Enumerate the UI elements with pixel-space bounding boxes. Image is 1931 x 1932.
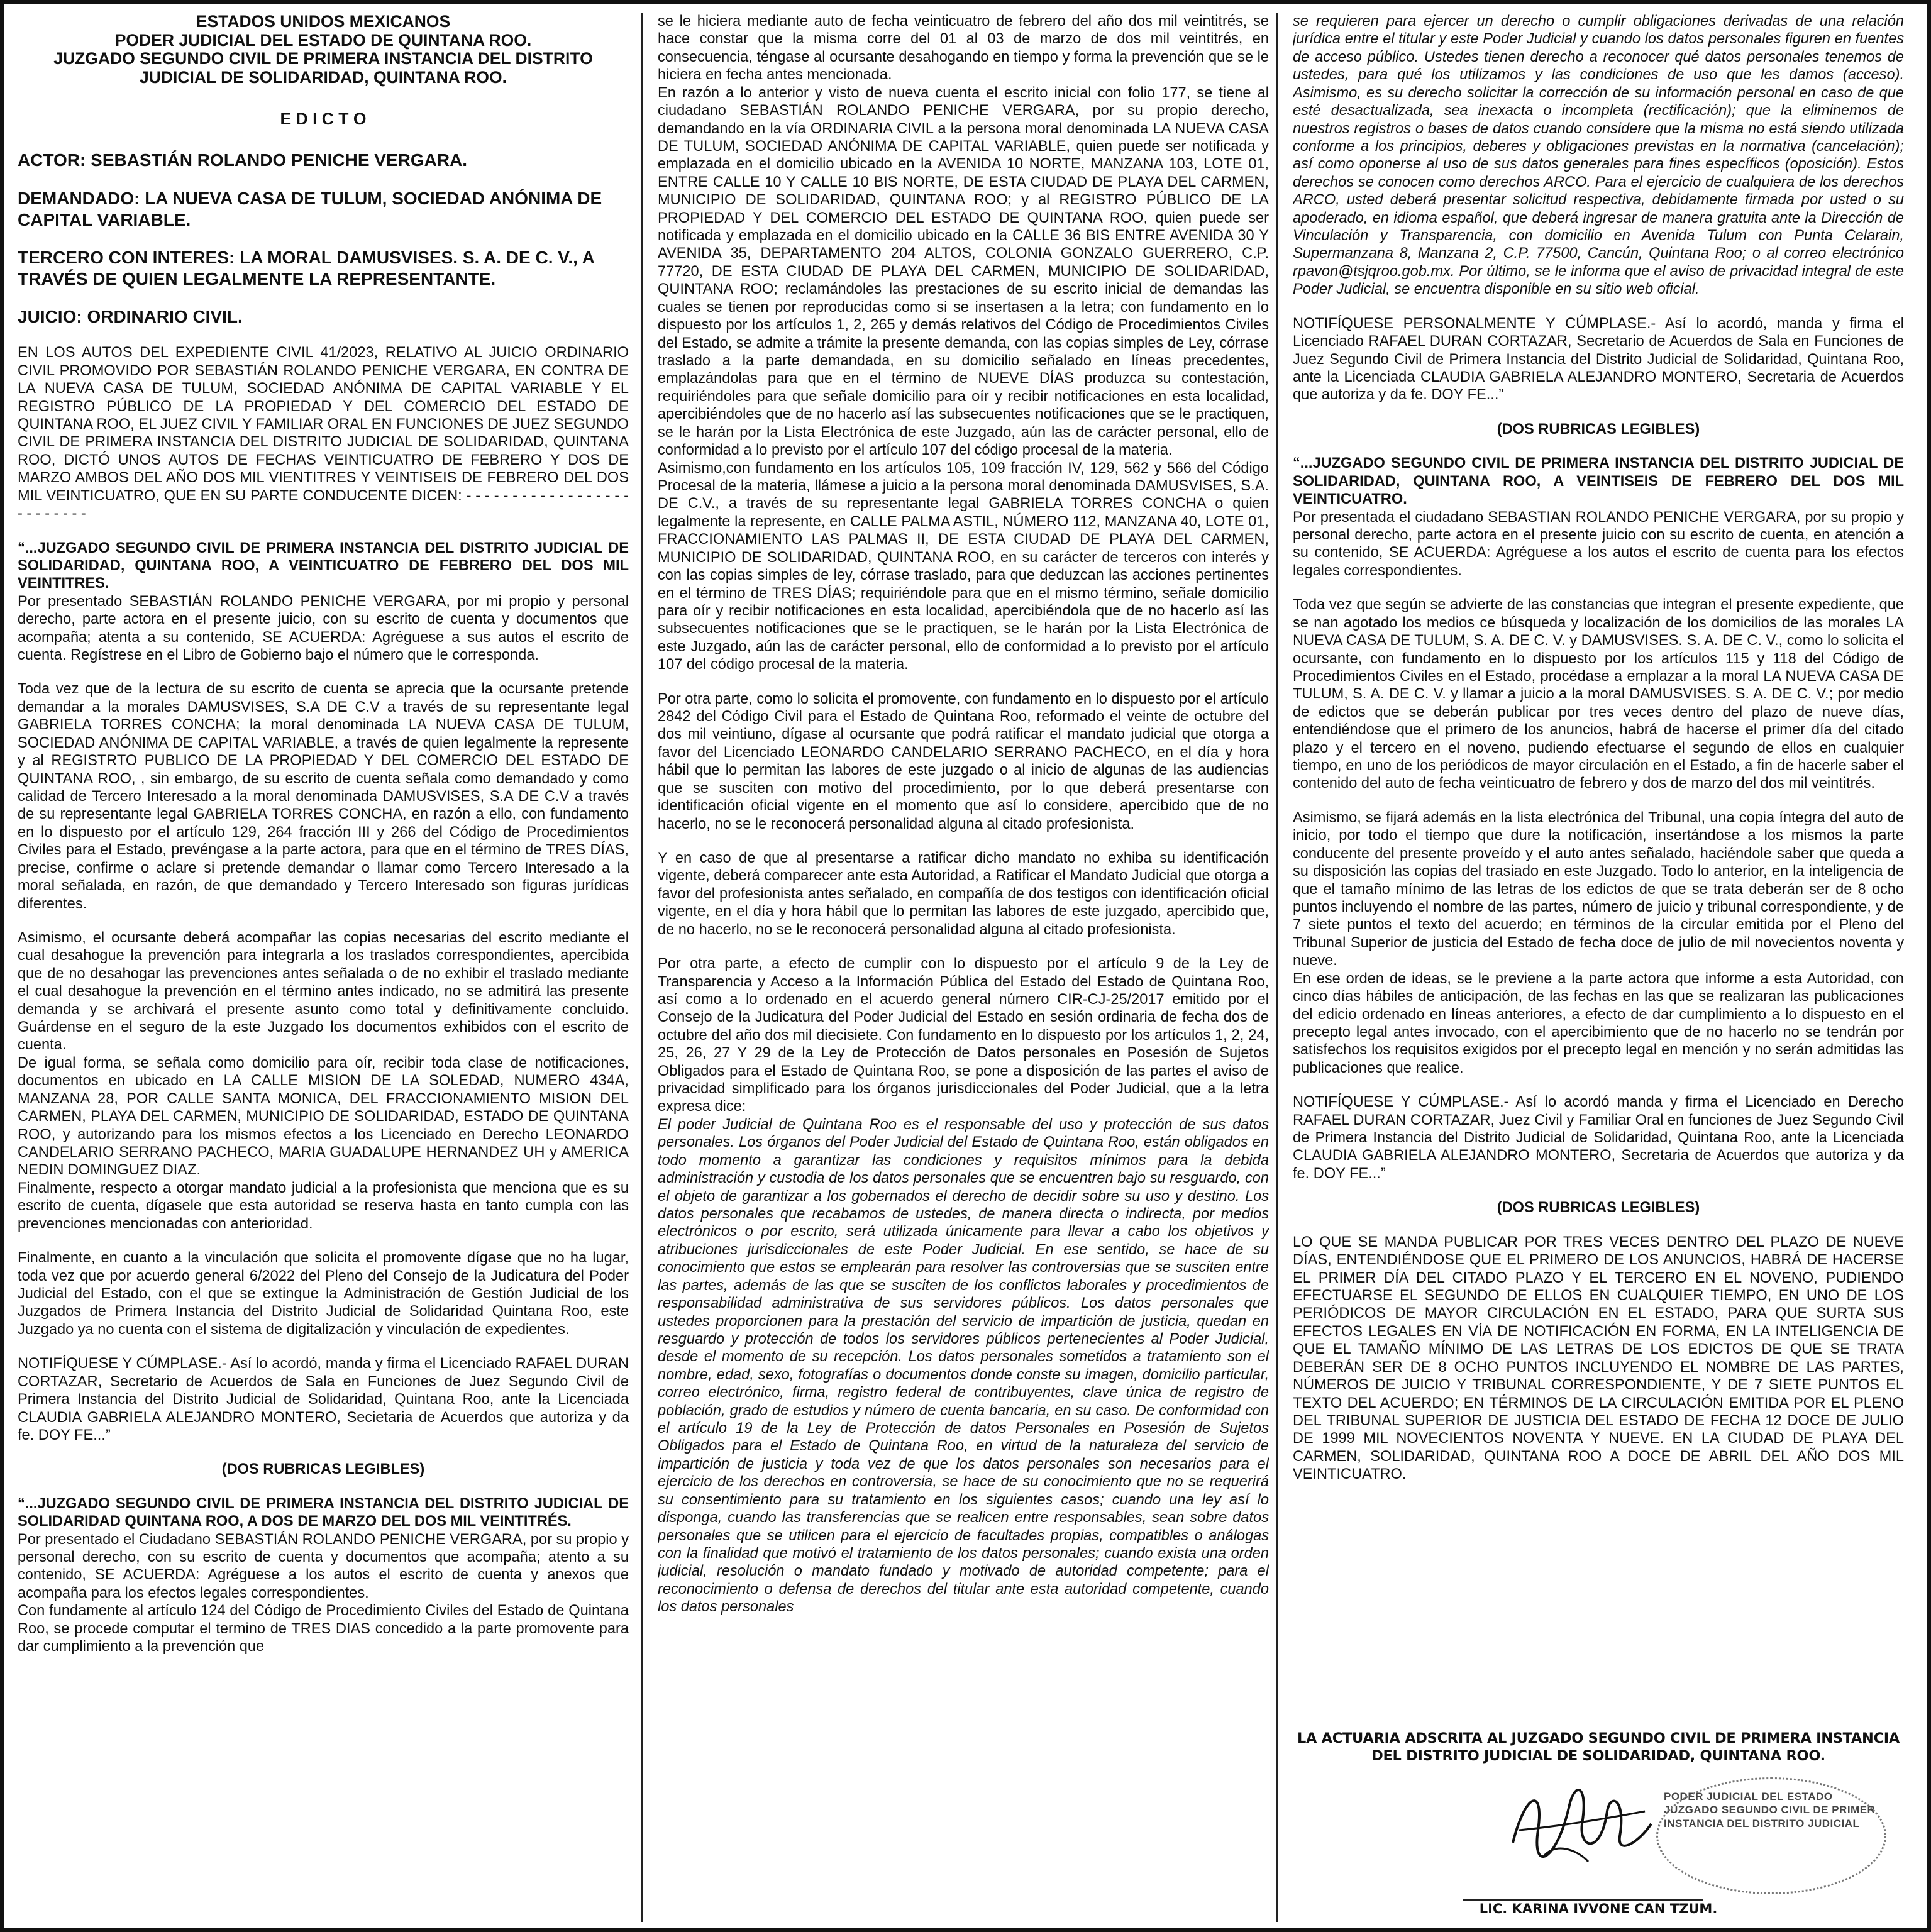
auto-paragraph: Toda vez que de la lectura de su escrito de cuenta se aprecia que la ocursante pretende demandar a la morales DAMUSVISES, S.A DE C.V a través de su representante legal GABRIELA TORRES CONCHA; la moral denominada LA NUEVA CASA DE TULUM, SOCIEDAD ANÓNIMA DE CAPITAL VARIABLE, a través de quien legalmente la represente y al REGISTRTO PUBLICO DE LA PROPIEDAD Y DEL COMERCIO DEL ESTADO DE QUINTANA ROO, , sin embargo, de su escrito de cuenta señala como demandado y como calidad de Tercero Interesado a la moral denominada DAMUSVISES, S.A DE C.V a través de su representante legal GABRIELA TORRES CONCHA, en razón a ello, con fundamento en lo dispuesto por el artículo 129, 264 fracción III y 266 del Código de Procedimientos Civiles para el Estado, prevéngase a la parte actora, para que en el término de TRES DÍAS, precise, confirme o aclare si pretende demandar o llamar como Tercero Interesado a la moral señalada, en razón, de que demandado y Tercero Interesado son figuras jurídicas diferentes. bbox=[18, 681, 629, 912]
publication-order: LO QUE SE MANDA PUBLICAR POR TRES VECES DENTRO DEL PLAZO DE NUEVE DÍAS, ENTENDIÉNDOSE QUE EL PRIMERO DE LOS ANUNCIOS, HABRÁ DE HACERSE EL PRIMER DÍA DEL CITADO PLAZO Y EL TERCERO EN EL NOVENO, PUDIENDO EFECTUARSE EL SEGUNDO DE ELLOS EN CUALQUIER TIEMPO, EN UNO DE LOS PERIÓDICOS DE MAYOR CIRCULACIÓN EN EL ESTADO, PARA QUE SURTA SUS EFECTOS LEGALES EN VÍA DE NOTIFICACIÓN EN FORMA, EN LA INTELIGENCIA DE QUE EL TAMAÑO MÍNIMO DE LAS LETRAS DE LOS EDICTOS DE QUE SE TRATA DEBERÁN SER DE 8 OCHO PUNTOS INCLUYENDO EL NOMBRE DE LAS PARTES, NÚMEROS DE JUICIO Y TRIBUNAL CORRESPONDIENTE, Y DE 7 SIETE PUNTOS EL TEXTO DEL ACUERDO; EN TÉRMINOS DE LA CIRCULACIÓN EMITIDA POR EL PLENO DEL TRIBUNAL SUPERIOR DE JUSTICIA DEL ESTADO DE FECHA 12 DOCE DE JULIO DE 1999 MIL NOVECIENTOS NOVENTA Y NUEVE. EN LA CIUDAD DE PLAYA DEL CARMEN, SOLIDARIDAD, QUINTANA ROO A DOCE DE ABRIL DEL AÑO DOS MIL VEINTICUATRO. bbox=[1293, 1234, 1904, 1483]
auto-paragraph: Asimismo, se fijará además en la lista electrónica del Tribunal, una copia íntegra del auto de inicio, por todo el tiempo que dure la notificación, insertándose a los mismos la parte conducente del presente proveído y el auto antes señalado, haciéndole saber que queda a su disposición las copias del trasiado en este Juzgado. Todo lo anterior, en la inteligencia de que el tamaño mínimo de las letras de los edictos de que se trata deberán ser de 8 ocho puntos incluyendo el nombre de las partes, número de juicio y tribunal correspondiente, y de 7 siete puntos el texto del acuerdo; en términos de la circular emitida por el Pleno del Tribunal Superior de justicia del Estado de fecha doce de julio de mil novecientos noventa y nueve. bbox=[1293, 809, 1904, 969]
auto-paragraph: Toda vez que según se advierte de las constancias que integran el presente expediente, que se nan agotado los medios ce búsqueda y localización de los domicilios de las morales LA NUEVA CASA DE TULUM, S. A. DE C. V. y DAMUSVISES. S. A. DE C. V., como lo solicita el ocursante, con fundamento en lo dispuesto por los artículos 115 y 118 del Código de Procedimientos Civiles en el Estado, procédase a emplazar a la moral LA NUEVA CASA DE TULUM, S. A. DE C. V. y llamar a juicio a la moral DAMUSVISES. S. A. DE C. V.; por medio de edictos que se deberán publicar por tres veces dentro del plazo de nueve días, entendiéndose que el primero de los anuncios, habrá de hacerse el primer día del citado plazo y el tercero en el noveno, pudiendo efectuarse el segundo de ellos en cualquier tiempo, en uno de los periódicos de mayor circulación en el Estado, a fin de hacerle saber el contenido del auto de fecha veinticuatro de febrero y dos de marzo del dos mil veintitrés. bbox=[1293, 597, 1904, 792]
demandado-line: DEMANDADO: LA NUEVA CASA DE TULUM, SOCIEDAD ANÓNIMA DE CAPITAL VARIABLE. bbox=[18, 188, 602, 229]
rubricas-label: (DOS RUBRICAS LEGIBLES) bbox=[1497, 421, 1700, 438]
auto-paragraph: En ese orden de ideas, se le previene a la parte actora que informe a esta Autoridad, con cinco días hábiles de anticipación, de las fechas en las que se realizaran las publicaciones del edicio ordenado en líneas anteriores, a efecto de dar cumplimiento a lo dispuesto en el precepto legal antes invocado, con el apercibimiento que de no hacerlo no se tendrán por satisfechos los requisitos exigidos por el precepto legal en mención y no serán admitidas las publicaciones que realice. bbox=[1293, 970, 1904, 1076]
auto-paragraph: se le hiciera mediante auto de fecha veinticuatro de febrero del año dos mil veintitrés, se hace constar que la misma corre del 01 al 03 de marzo de dos mil veintitrés, en consecuencia, téngase al ocursante desahogando en tiempo y forma la prevención que se le hiciera en fecha antes mencionada. bbox=[658, 13, 1269, 84]
rubricas-label: (DOS RUBRICAS LEGIBLES) bbox=[1497, 1200, 1700, 1217]
actor-line: ACTOR: SEBASTIÁN ROLANDO PENICHE VERGARA. bbox=[18, 150, 468, 170]
column-divider bbox=[641, 13, 643, 1922]
auto-paragraph: De igual forma, se señala como domicilio para oír, recibir toda clase de notificaciones, documentos en ubicado en LA CALLE MISION DE LA SOLEDAD, NUMERO 434A, MANZANA 28, POR CALLE SANTA MONICA, DEL FRACCIONAMIENTO MISION DEL CARMEN, PLAYA DEL CARMEN, MUNICIPIO DE SOLIDARIDAD, ESTADO DE QUINTANA ROO, y autorizando para los mismos efectos a los Licenciado en Derecho LEONARDO CANDELARIO SERRANO PACHECO, MARIA GUADALUPE HERNANDEZ UH y AMERICA NEDIN DOMINGUEZ DIAZ. bbox=[18, 1054, 629, 1179]
header-line: JUDICIAL DE SOLIDARIDAD, QUINTANA ROO. bbox=[140, 68, 507, 87]
auto-paragraph: Por presentada el ciudadano SEBASTIAN ROLANDO PENICHE VERGARA, por su propio y personal derecho, parte actora en el presente juicio con su escrito de cuenta, en atención a su contenido, SE ACUERDA: Agréguese a los autos el escrito de cuenta para los efectos legales correspondientes. bbox=[1293, 509, 1904, 579]
edicto-title: E D I C T O bbox=[280, 109, 367, 128]
auto-paragraph: Finalmente, respecto a otorgar mandato judicial a la profesionista que menciona que es su escrito de cuenta, dígasele que esta autoridad se reserva hasta en tanto cumpla con las prevenciones mencionadas con anterioridad. bbox=[18, 1179, 629, 1232]
juicio-line: JUICIO: ORDINARIO CIVIL. bbox=[18, 307, 243, 327]
privacy-notice: El poder Judicial de Quintana Roo es el responsable del uso y protección de sus datos personales. Los órganos del Poder Judicial del Estado de Quintana Roo, están obligados en todo momento a garantizar las condiciones y requisitos mínimos para la debida administración y custodia de los datos personales que se encuentren bajo su resguardo, con el objeto de garantizar a los gobernados el derecho de decidir sobre su uso y destino. Los datos personales que recabamos de ustedes, de manera directa o indirecta, por medios electrónicos o por escrito, será utilizada únicamente para llevar a cabo los objetivos y atribuciones jurisdiccionales de este Poder Judicial. En ese sentido, se hace de su conocimiento que estos se emplearán para resolver las controversias que se susciten entre las partes, además de las que se susciten de los conflictos laborales y procedimientos de responsabilidad administrativa de sus servidores públicos. Los datos personales que ustedes proporcionen para la prestación del servicio de impartición de justicia, quedan en resguardo y protección de todos los servidores públicos pertenecientes al Poder Judicial, desde el momento de su recepción. Los datos personales sometidos a tratamiento son el nombre, edad, sexo, fotografías o documentos donde conste su imagen, domicilio particular, correo electrónico, firma, registro federal de contribuyentes, clave única de registro de población, grado de estudios y número de cuenta bancaria, en su caso. De conformidad con el artículo 19 de la Ley de Protección de datos Personales en Posesión de Sujetos Obligados para el Estado de Quintana Roo, en virtud de la naturaleza del servicio de impartición de justicia y toda vez de que los datos personales son necesarios para el ejercicio de los derechos en controversia, se hace de su conocimiento que no se requerirá su consentimiento para su tratamiento en los siguientes casos; cuando una ley así lo disponga, cuando las transferencias que se realicen entre responsables, sean sobre datos personales que se utilicen para el ejercicio de facultades propias, compatibles o análogas con la finalidad que motivó el tratamiento de los datos personales; cuando exista una orden judicial, resolución o mandato fundado y motivado de autoridad competente; para el reconocimiento o defensa de derechos del titular ante esta autoridad competente, cuando los datos personales bbox=[658, 1116, 1269, 1616]
auto-paragraph: En razón a lo anterior y visto de nueva cuenta el escrito inicial con folio 177, se tiene al ciudadano SEBASTIÁN ROLANDO PENICHE VERGARA, por su propio derecho, demandando en la vía ORDINARIA CIVIL a la persona moral denominada LA NUEVA CASA DE TULUM, SOCIEDAD ANÓNIMA DE CAPITAL VARIABLE, quien puede ser notificada y emplazada en el domicilio ubicado en la AVENIDA 10 NORTE, MANZANA 103, LOTE 01, ENTRE CALLE 10 Y CALLE 10 BIS NORTE, DE ESTA CIUDAD DE PLAYA DEL CARMEN, MUNICIPIO DE SOLIDARIDAD, QUINTANA ROO; y al REGISTRO PÚBLICO DE LA PROPIEDAD Y DEL COMERCIO DEL ESTADO DE QUINTANA ROO, quien puede ser notificada y emplazada en el domicilio ubicado en la CALLE 36 BIS ENTRE AVENIDA 30 Y AVENIDA 35, DEPARTAMENTO 204 ALTOS, COLONIA GONZALO GUERRERO, C.P. 77720, DE ESTA CIUDAD DE PLAYA DEL CARMEN, MUNICIPIO DE SOLIDARIDAD, QUINTANA ROO; reclamándoles las prestaciones de su escrito inicial de demandas las cuales se tienen por reproducidas como si se insertasen a la letra; con fundamento en lo dispuesto por los artículos 1, 2, 265 y demás relativos del Código de Procedimientos Civiles del Estado, se admite a trámite la presente demanda, con las copias simples de Ley, córrase traslado a la parte demandada, en su domicilio señalado en líneas precedentes, emplazándolas para que en el término de NUEVE DÍAS produzca su contestación, requiriéndoles para que señale domicilio para oír y recibir notificaciones en esta localidad, apercibiéndoles que de no hacerlo así las subsecuentes notificaciones que se le practiquen, se le harán por la Lista Electrónica de este Juzgado, aún las de carácter personal, ello de conformidad a lo previsto por el artículo 107 del código procesal de la materia. bbox=[658, 84, 1269, 459]
seal-text: INSTANCIA DEL DISTRITO JUDICIAL bbox=[1664, 1817, 1860, 1830]
auto-heading: “...JUZGADO SEGUNDO CIVIL DE PRIMERA INSTANCIA DEL DISTRITO JUDICIAL DE SOLIDARIDAD, QUINTANA ROO, A VEINTISEIS DE FEBRERO DEL DOS MIL VEINTICUATRO. bbox=[1293, 455, 1904, 508]
auto-paragraph: Y en caso de que al presentarse a ratificar dicho mandato no exhiba su identificación vigente, deberá comparecer ante esta Autoridad, a Ratificar el Mandato Judicial que otorga a favor del profesionista antes señalado, en compañía de dos testigos con identificación oficial vigente, en el día y hora hábil que lo permitan las labores de este juzgado, apercibido que, de no hacerlo, no se le reconocerá personalidad alguna al citado profesionista. bbox=[658, 849, 1269, 938]
seal-text: JUZGADO SEGUNDO CIVIL DE PRIMER bbox=[1664, 1804, 1876, 1816]
notification-paragraph: NOTIFÍQUESE Y CÚMPLASE.- Así lo acordó manda y firma el Licenciado en Derecho RAFAEL DURAN CORTAZAR, Juez Civil y Familiar Oral en funciones de Juez Segundo Civil de Primera Instancia del Distrito Judicial de Solidaridad, Quintana Roo, ante la Licenciada CLAUDIA GABRIELA ALEJANDRO MONTERO, Secretaria de Acuerdos que autoriza y da fe. DOY FE...” bbox=[1293, 1094, 1904, 1182]
header-line: ESTADOS UNIDOS MEXICANOS bbox=[196, 13, 451, 31]
header-line: PODER JUDICIAL DEL ESTADO DE QUINTANA ROO. bbox=[114, 30, 532, 50]
notification-paragraph: NOTIFÍQUESE PERSONALMENTE Y CÚMPLASE.- Así lo acordó, manda y firma el Licenciado RAFAEL DURAN CORTAZAR, Secretario de Acuerdos de Sala en Funciones de Juez Segundo Civil de Primera Instancia del Distrito Judicial de Solidaridad, Quintana Roo, ante la Licenciada CLAUDIA GABRIELA ALEJANDRO MONTERO, Secretaria de Acuerdos que autoriza y da fe. DOY FE...” bbox=[1293, 315, 1904, 404]
auto-heading: “...JUZGADO SEGUNDO CIVIL DE PRIMERA INSTANCIA DEL DISTRITO JUDICIAL DE SOLIDARIDAD, QUINTANA ROO, A VEINTICUATRO DE FEBRERO DEL DOS MIL VEINTITRES. bbox=[18, 539, 629, 592]
seal-text: PODER JUDICIAL DEL ESTADO bbox=[1664, 1791, 1833, 1802]
actuaria-title-line: DEL DISTRITO JUDICIAL DE SOLIDARIDAD, QUINTANA ROO. bbox=[1371, 1748, 1825, 1765]
signer-name: LIC. KARINA IVVONE CAN TZUM. bbox=[1479, 1901, 1718, 1916]
rubricas-label: (DOS RUBRICAS LEGIBLES) bbox=[221, 1461, 425, 1478]
seal-border bbox=[1656, 1777, 1886, 1894]
signature-line bbox=[1463, 1899, 1703, 1901]
auto-paragraph: Por presentado el Ciudadano SEBASTIÁN ROLANDO PENICHE VERGARA, por su propio y personal derecho, con su escrito de cuenta y documentos que acompaña; atento a su contenido, SE ACUERDA: Agréguese a los autos el escrito de cuenta y anexos que acompaña para los efectos legales correspondientes. bbox=[18, 1531, 629, 1601]
auto-paragraph: Por otra parte, a efecto de cumplir con lo dispuesto por el artículo 9 de la Ley de Transparencia y Acceso a la Información Pública del Estado del Estado de Quintana Roo, así como a lo ordenado en el acuerdo general número CIR-CJ-25/2017 emitido por el Consejo de la Judicatura del Poder Judicial del Estado en sesión ordinaria de fecha dos de octubre del año dos mil diecisiete. Con fundamento en lo dispuesto por los artículos 1, 2, 24, 25, 26, 27 Y 29 de la Ley de Protección de Datos personales en Posesión de Sujetos Obligados para el Estado de Quintana Roo, se pone a disposición de las partes el aviso de privacidad simplificado para los órganos jurisdiccionales del Poder Judicial, que a la letra expresa dice: bbox=[658, 956, 1269, 1115]
column-2 bbox=[658, 13, 1269, 1922]
column-divider bbox=[1276, 13, 1278, 1922]
auto-paragraph: Con fundamente al artículo 124 del Código de Procedimiento Civiles del Estado de Quintana Roo, se procede computar el termino de TRES DIAS concedido a la parte promovente para dar cumplimiento a la prevención que bbox=[18, 1603, 629, 1655]
court-seal bbox=[1664, 1790, 1903, 1884]
actuaria-title-line: LA ACTUARIA ADSCRITA AL JUZGADO SEGUNDO CIVIL DE PRIMERA INSTANCIA bbox=[1297, 1730, 1900, 1747]
document-header bbox=[18, 13, 629, 128]
auto-paragraph: Finalmente, en cuanto a la vinculación que solicita el promovente dígase que no ha lugar, toda vez que por acuerdo general 6/2022 del Pleno del Consejo de la Judicatura del Poder Judicial del Estado, con el que se extingue la Administración de Gestión Judicial de los Juzgados de Primera Instancia del Distrito Judicial de Solidaridad Quintana Roo, este Juzgado ya no cuenta con el sistema de digitalización y vinculación de expedientes. bbox=[18, 1250, 629, 1338]
auto-heading: “...JUZGADO SEGUNDO CIVIL DE PRIMERA INSTANCIA DEL DISTRITO JUDICIAL DE SOLIDARIDAD QUINTANA ROO, A DOS DE MARZO DEL DOS MIL VEINTITRÉS. bbox=[18, 1495, 629, 1530]
header-line: JUZGADO SEGUNDO CIVIL DE PRIMERA INSTANCIA DEL DISTRITO bbox=[53, 49, 593, 69]
auto-paragraph: Asimismo,con fundamento en los artículos 105, 109 fracción IV, 129, 562 y 566 del Código Procesal de la materia, llámese a juicio a la persona moral denominada DAMUSVISES, S.A. DE C.V., a través de su representante legal GABRIELA TORRES CONCHA o quien legalmente la represente, en CALLE PALMA ASTIL, NÚMERO 112, MANZANA 40, LOTE 01, FRACCIONAMIENTO LAS PALMAS II, DE ESTA CIUDAD DE PLAYA DEL CARMEN, MUNICIPIO DE SOLIDARIDAD, QUINTANA ROO, en su carácter de terceros con interés y con las copias simples de ley, córrase traslado, para que deduzcan las acciones pertinentes en el término de TRES DÍAS; requiriéndole para que en el mismo término, señale domicilio para oír y recibir notificaciones en esta localidad, apercibiéndola que de no hacerlo así las subsecuentes notificaciones que se le practiquen, se le harán por la Lista Electrónica de este Juzgado, aún las de carácter personal, ello de conformidad a lo previsto por el artículo 107 del código procesal de la materia. bbox=[658, 460, 1269, 673]
tercero-line: TERCERO CON INTERES: LA MORAL DAMUSVISES. S. A. DE C. V., A TRAVÉS DE QUIEN LEGALMENTE LA REPRESENTANTE. bbox=[18, 247, 594, 289]
actuaria-title bbox=[1293, 1730, 1904, 1765]
handwritten-signature bbox=[1500, 1767, 1664, 1874]
notification-paragraph: NOTIFÍQUESE Y CÚMPLASE.- Así lo acordó, manda y firma el Licenciado RAFAEL DURAN CORTAZAR, Secretario de Acuerdos de Sala en Funciones de Juez Segundo Civil de Primera Instancia del Distrito Judicial de Solidaridad, Quintana Roo, ante la Licenciada CLAUDIA GABRIELA ALEJANDRO MONTERO, Secietaria de Acuerdos que autoriza y da fe. DOY FE...” bbox=[18, 1355, 629, 1443]
auto-paragraph: Por otra parte, como lo solicita el promovente, con fundamento en lo dispuesto por el artículo 2842 del Código Civil para el Estado de Quintana Roo, reformado el veinte de octubre del dos mil veintiuno, dígase al ocursante que podrá ratificar el mandato judicial que otorga a favor del Licenciado LEONARDO CANDELARIO SERRANO PACHECO, en el día y hora hábil que lo permitan las labores de este juzgado o al inicio de algunas de las audiencias que se susciten con motivo del procedimiento, por lo que deberá presentarse con identificación oficial vigente en el momento que así lo considere, apercibido que de no hacerlo, no se le reconocerá personalidad alguna al citado profesionista. bbox=[658, 690, 1269, 832]
column-3 bbox=[1293, 13, 1904, 1922]
auto-paragraph: Por presentado SEBASTIÁN ROLANDO PENICHE VERGARA, por mi propio y personal derecho, parte actora en el presente juicio, con su escrito de cuenta y documentos que acompaña; atenta a su contenido, SE ACUERDA: Agréguese a sus autos el escrito de cuenta. Regístrese en el Libro de Gobierno bajo el número que le corresponda. bbox=[18, 593, 629, 664]
column-1 bbox=[18, 13, 629, 1922]
intro-paragraph: EN LOS AUTOS DEL EXPEDIENTE CIVIL 41/2023, RELATIVO AL JUICIO ORDINARIO CIVIL PROMOVIDO POR SEBASTIÁN ROLANDO PENICHE VERGARA, EN CONTRA DE LA NUEVA CASA DE TULUM, SOCIEDAD ANÓNIMA DE CAPITAL VARIABLE Y EL REGISTRO PÚBLICO DE LA PROPIEDAD Y DEL COMERCIO DEL ESTADO DE QUINTANA ROO, EL JUEZ CIVIL Y FAMILIAR ORAL EN FUNCIONES DE JUEZ SEGUNDO CIVIL DE PRIMERA INSTANCIA DEL DISTRITO JUDICIAL DE SOLIDARIDAD, QUINTANA ROO, DICTÓ UNOS AUTOS DE FECHAS VEINTICUATRO DE FEBRERO Y DOS DE MARZO AMBOS DEL AÑO DOS MIL VIENTITRES Y VEINTISEIS DE FEBRERO DEL DOS MIL VEINTICUATRO, QUE EN SU PARTE CONDUCENTE DICEN: - - - - - - - - - - - - - - - - - - - - - - - - - - bbox=[18, 345, 629, 522]
privacy-notice: se requieren para ejercer un derecho o cumplir obligaciones derivadas de una relación jurídica entre el titular y este Poder Judicial y cuando los datos personales figuren en fuentes de acceso público. Ustedes tienen derecho a reconocer qué datos personales tenemos de ustedes, para qué los utilizamos y las condiciones de uso que les damos (acceso). Asimismo, es su derecho solicitar la corrección de su información personal en caso de que esté desactualizada, sea inexacta o incompleta (rectificación); que la eliminemos de nuestros registros o bases de datos cuando considere que la misma no está siendo utilizada conforme a los principios, deberes y obligaciones previstas en la normativa (cancelación); así como oponerse al uso de sus datos generales para fines específicos (oposición). Estos derechos se conocen como derechos ARCO. Para el ejercicio de cualquiera de los derechos ARCO, usted deberá presentar solicitud respectiva, debidamente firmada por usted o su apoderado, en idioma español, que deberá ingresar de manera gratuita ante la Dirección de Vinculación y Transparencia, con domicilio en Avenida Tulum con Punta Celarain, Supermanzana 8, Manzana 2, C.P. 77500, Cancún, Quintana Roo; o al correo electrónico rpavon@tsjqroo.gob.mx. Por último, se le informa que el aviso de privacidad integral de este Poder Judicial, se encuentra disponible en su sitio web oficial. bbox=[1293, 13, 1904, 298]
signature-block bbox=[1293, 1730, 1904, 1918]
auto-paragraph: Asimismo, el ocursante deberá acompañar las copias necesarias del escrito mediante el cual desahogue la prevención para integrarla a los traslados correspondientes, apercibida que de no desahogar las prevenciones antes señalada o de no exhibir el traslado mediante el cual desahogue la prevención en el término antes indicado, no se admitirá las presente demanda y se archivará el presente asunto como total y definitivamente concluido. Guárdense en el seguro de la este Juzgado los documentos exhibidos con el escrito de cuenta. bbox=[18, 929, 629, 1054]
